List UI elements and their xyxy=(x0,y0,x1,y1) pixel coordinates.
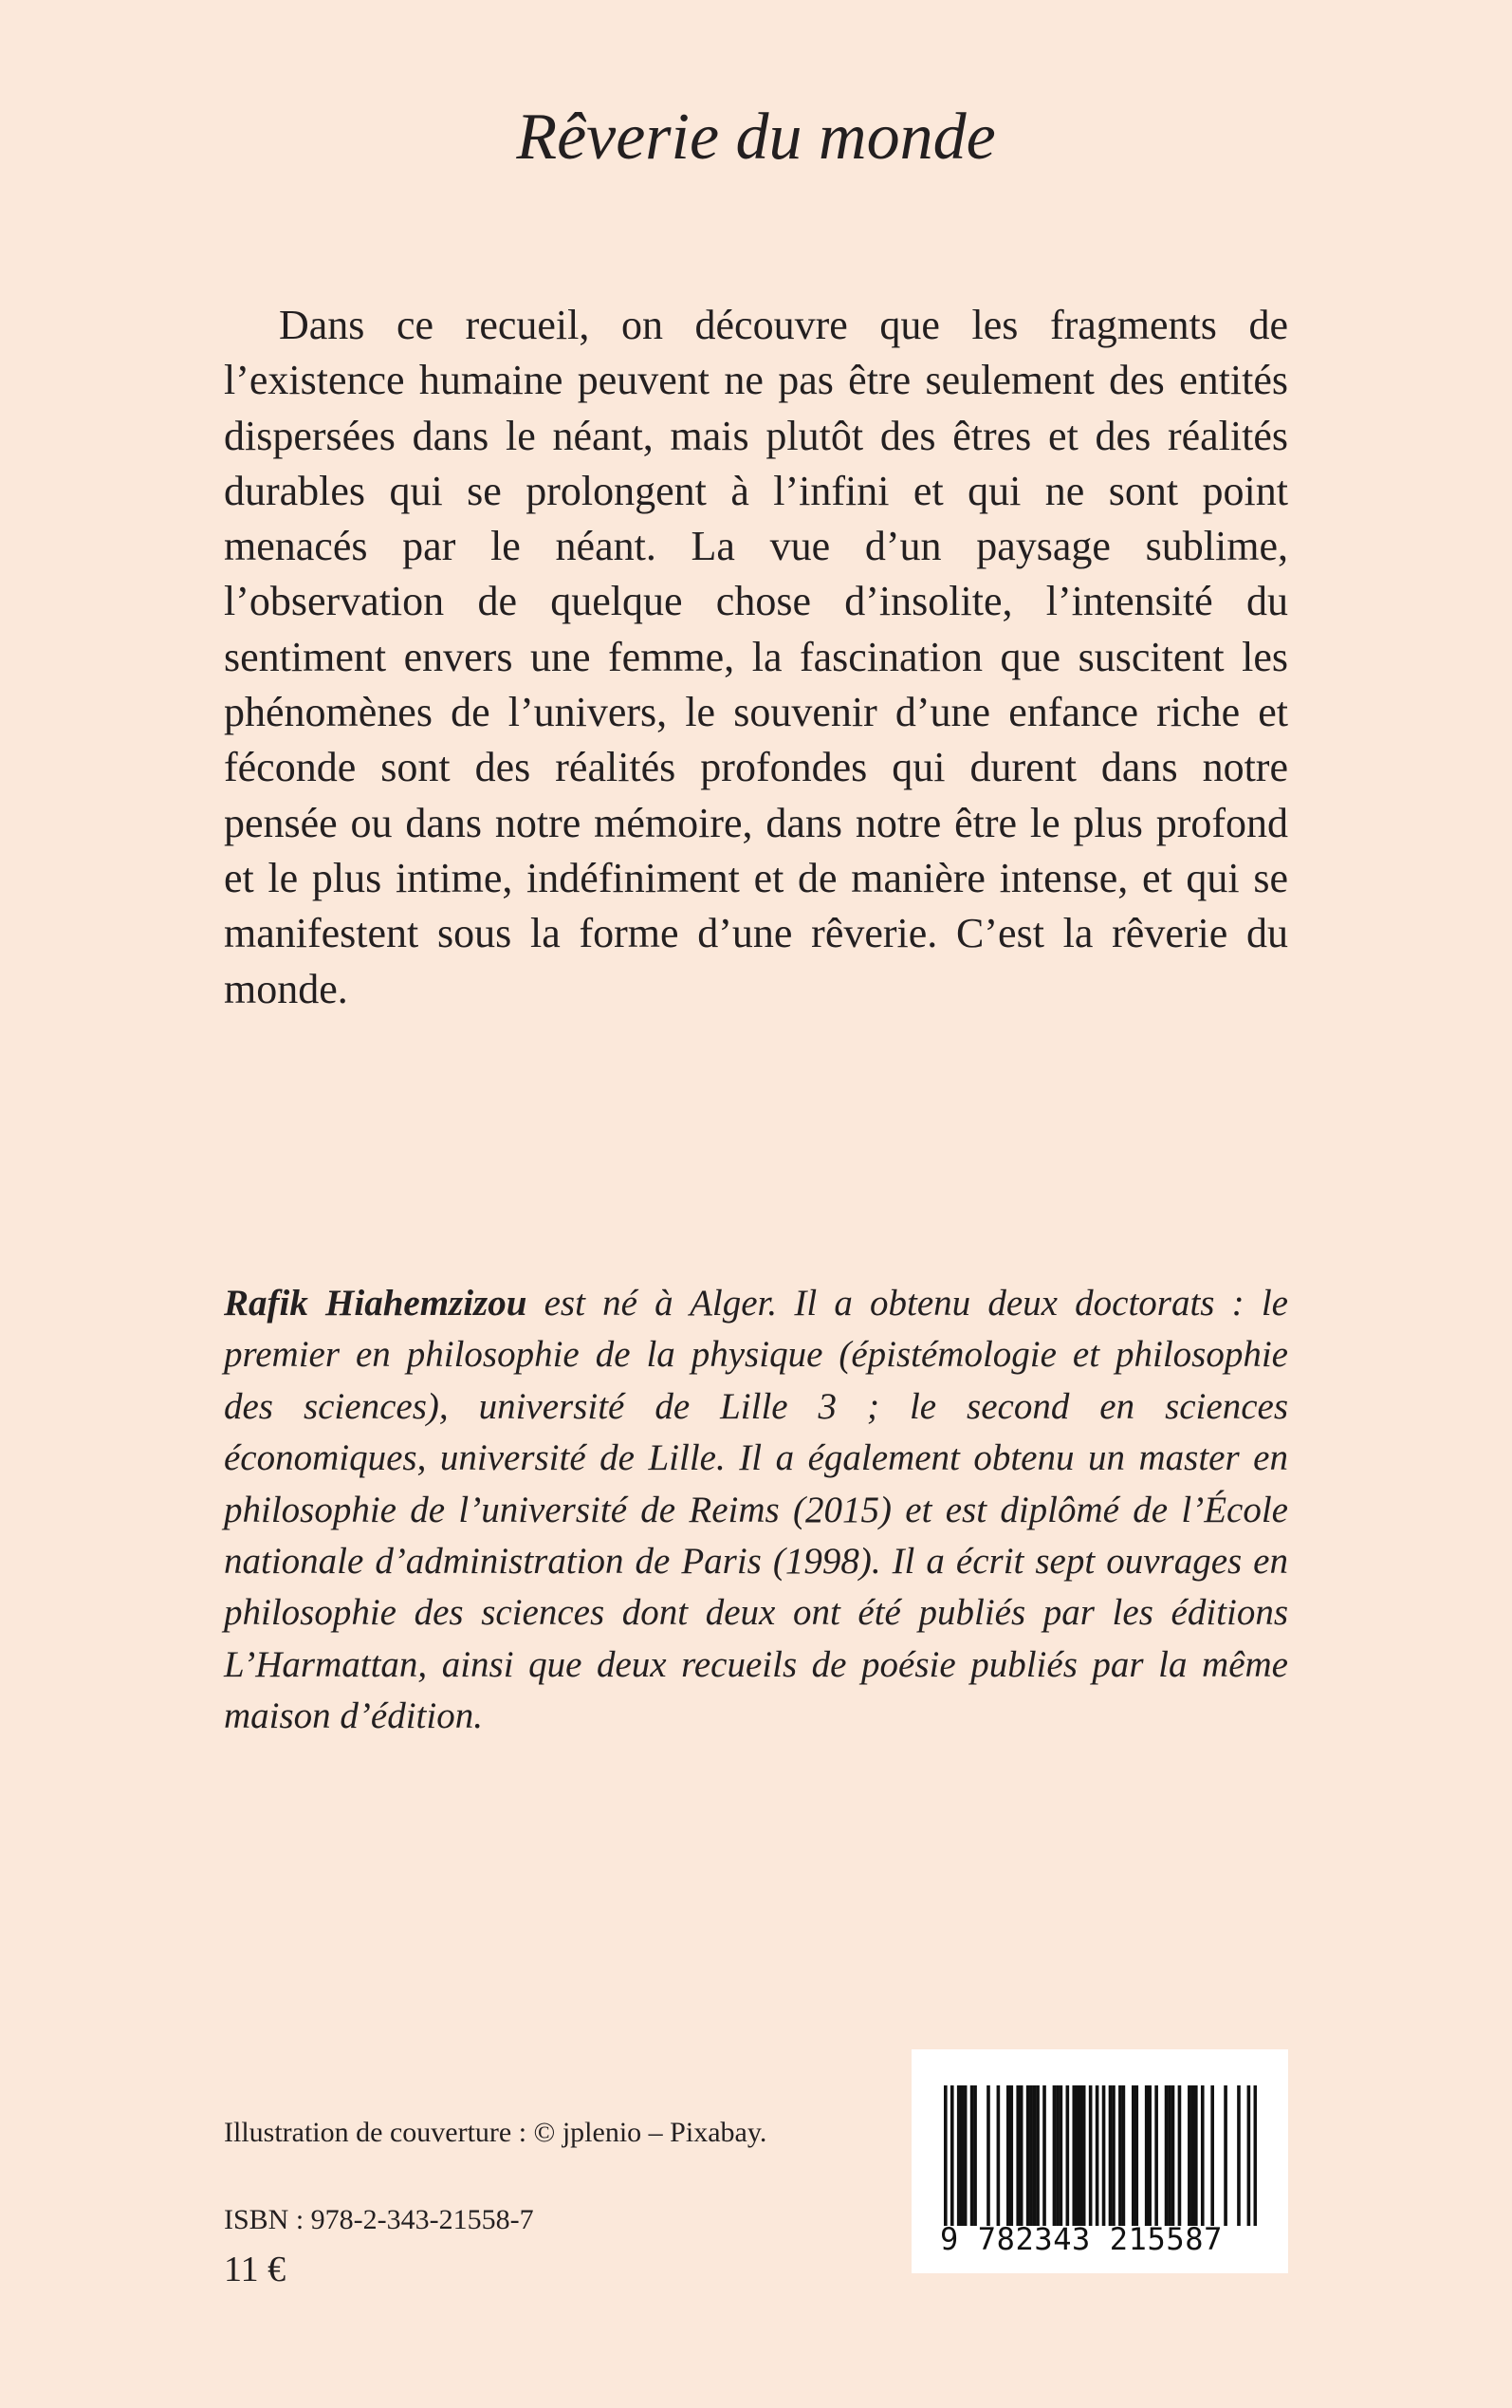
barcode-bar xyxy=(1224,2085,1227,2226)
barcode-bar xyxy=(1026,2085,1030,2226)
barcode-bar xyxy=(1072,2085,1076,2226)
barcode-bar xyxy=(944,2085,948,2226)
barcode-image xyxy=(944,2085,1257,2226)
author-name: Rafik Hiahemzizou xyxy=(224,1283,527,1324)
book-title: Rêverie du monde xyxy=(516,101,996,174)
barcode-bar xyxy=(1042,2085,1046,2226)
barcode-bar xyxy=(1247,2085,1251,2226)
cover-illustration-credit: Illustration de couverture : © jplenio – Pixabay. xyxy=(224,2117,767,2148)
barcode-bar xyxy=(1102,2085,1106,2226)
barcode-bar xyxy=(970,2085,974,2226)
barcode-bar xyxy=(964,2085,968,2226)
barcode-bar xyxy=(1188,2085,1191,2226)
barcode-bar xyxy=(1194,2085,1198,2226)
barcode-bar xyxy=(1165,2085,1169,2226)
barcode-bar xyxy=(1036,2085,1040,2226)
barcode-bar xyxy=(1079,2085,1082,2226)
barcode-bar xyxy=(986,2085,990,2226)
barcode-bar xyxy=(1066,2085,1070,2226)
barcode-bar xyxy=(1056,2085,1060,2226)
barcode-bar xyxy=(1009,2085,1013,2226)
barcode-bar xyxy=(1089,2085,1093,2226)
barcode-bar xyxy=(1096,2085,1099,2226)
barcode-bar xyxy=(1006,2085,1010,2226)
barcode-bar xyxy=(1171,2085,1175,2226)
blurb-paragraph: Dans ce recueil, on découvre que les fragments de l’existence humaine peuvent ne pas être seulement des entités dispersées dans le néant, mais plutôt des êtres et des réalités durables qui se prolongent à l’infini et qui ne sont point menacés par le néant. La vue d’un paysage sublime, l’observation de quelque chose d’insolite, l’intensité du sentiment envers une femme, la fascination que suscitent les phénomènes de l’univers, le souvenir d’une enfance riche et féconde sont des réalités profondes qui durent dans notre pensée ou dans notre mémoire, dans notre être le plus profond et le plus intime, indéfiniment et de manière intense, et qui se manifestent sous la forme d’une rêverie. C’est la rêverie du monde. xyxy=(224,302,1288,1012)
price: 11 € xyxy=(224,2250,286,2289)
barcode-bar xyxy=(1168,2085,1171,2226)
barcode-bar xyxy=(1033,2085,1037,2226)
barcode-bar xyxy=(960,2085,964,2226)
barcode-bar xyxy=(973,2085,977,2226)
isbn: ISBN : 978-2-343-21558-7 xyxy=(224,2204,534,2235)
barcode-bar xyxy=(1122,2085,1126,2226)
barcode-bar xyxy=(1053,2085,1057,2226)
barcode-bar xyxy=(1210,2085,1214,2226)
barcode-bar xyxy=(1082,2085,1086,2226)
barcode-bar xyxy=(1016,2085,1020,2226)
barcode-bar xyxy=(1178,2085,1182,2226)
barcode-bar xyxy=(1145,2085,1149,2226)
barcode-bar xyxy=(1134,2085,1138,2226)
barcode-bar xyxy=(1109,2085,1113,2226)
barcode-bar xyxy=(1076,2085,1079,2226)
barcode-bar xyxy=(1148,2085,1152,2226)
barcode-bar xyxy=(1237,2085,1241,2226)
barcode-bar xyxy=(1254,2085,1257,2226)
barcode-bar xyxy=(1118,2085,1122,2226)
barcode-bar xyxy=(1020,2085,1023,2226)
author-bio-text: est né à Alger. Il a obtenu deux doctorats : le premier en philosophie de la physique (épistémologie et philosophie des sciences), université de Lille 3 ; le second en sciences économiques, université de Lille. Il a également obtenu un master en philosophie de l’université de Reims (2015) et est diplômé de l’École nationale d’administration de Paris (1998). Il a écrit sept ouvrages en philosophie des sciences dont deux ont été publiés par les éditions L’Harmattan, ainsi que deux recueils de poésie publiés par la même maison d’édition. xyxy=(224,1283,1288,1737)
barcode-bar xyxy=(1154,2085,1158,2226)
barcode-box xyxy=(912,2049,1288,2273)
barcode-bar xyxy=(997,2085,1001,2226)
barcode-bar xyxy=(957,2085,961,2226)
barcode-bar xyxy=(1191,2085,1195,2226)
barcode-bar xyxy=(1029,2085,1033,2226)
barcode-bar xyxy=(1112,2085,1116,2226)
barcode-bar xyxy=(1132,2085,1135,2226)
barcode-bar xyxy=(950,2085,954,2226)
author-bio xyxy=(224,1278,1288,1743)
barcode-bar xyxy=(1060,2085,1063,2226)
barcode-digits: 9 782343 215587 xyxy=(940,2221,1223,2257)
barcode-bar xyxy=(1201,2085,1205,2226)
